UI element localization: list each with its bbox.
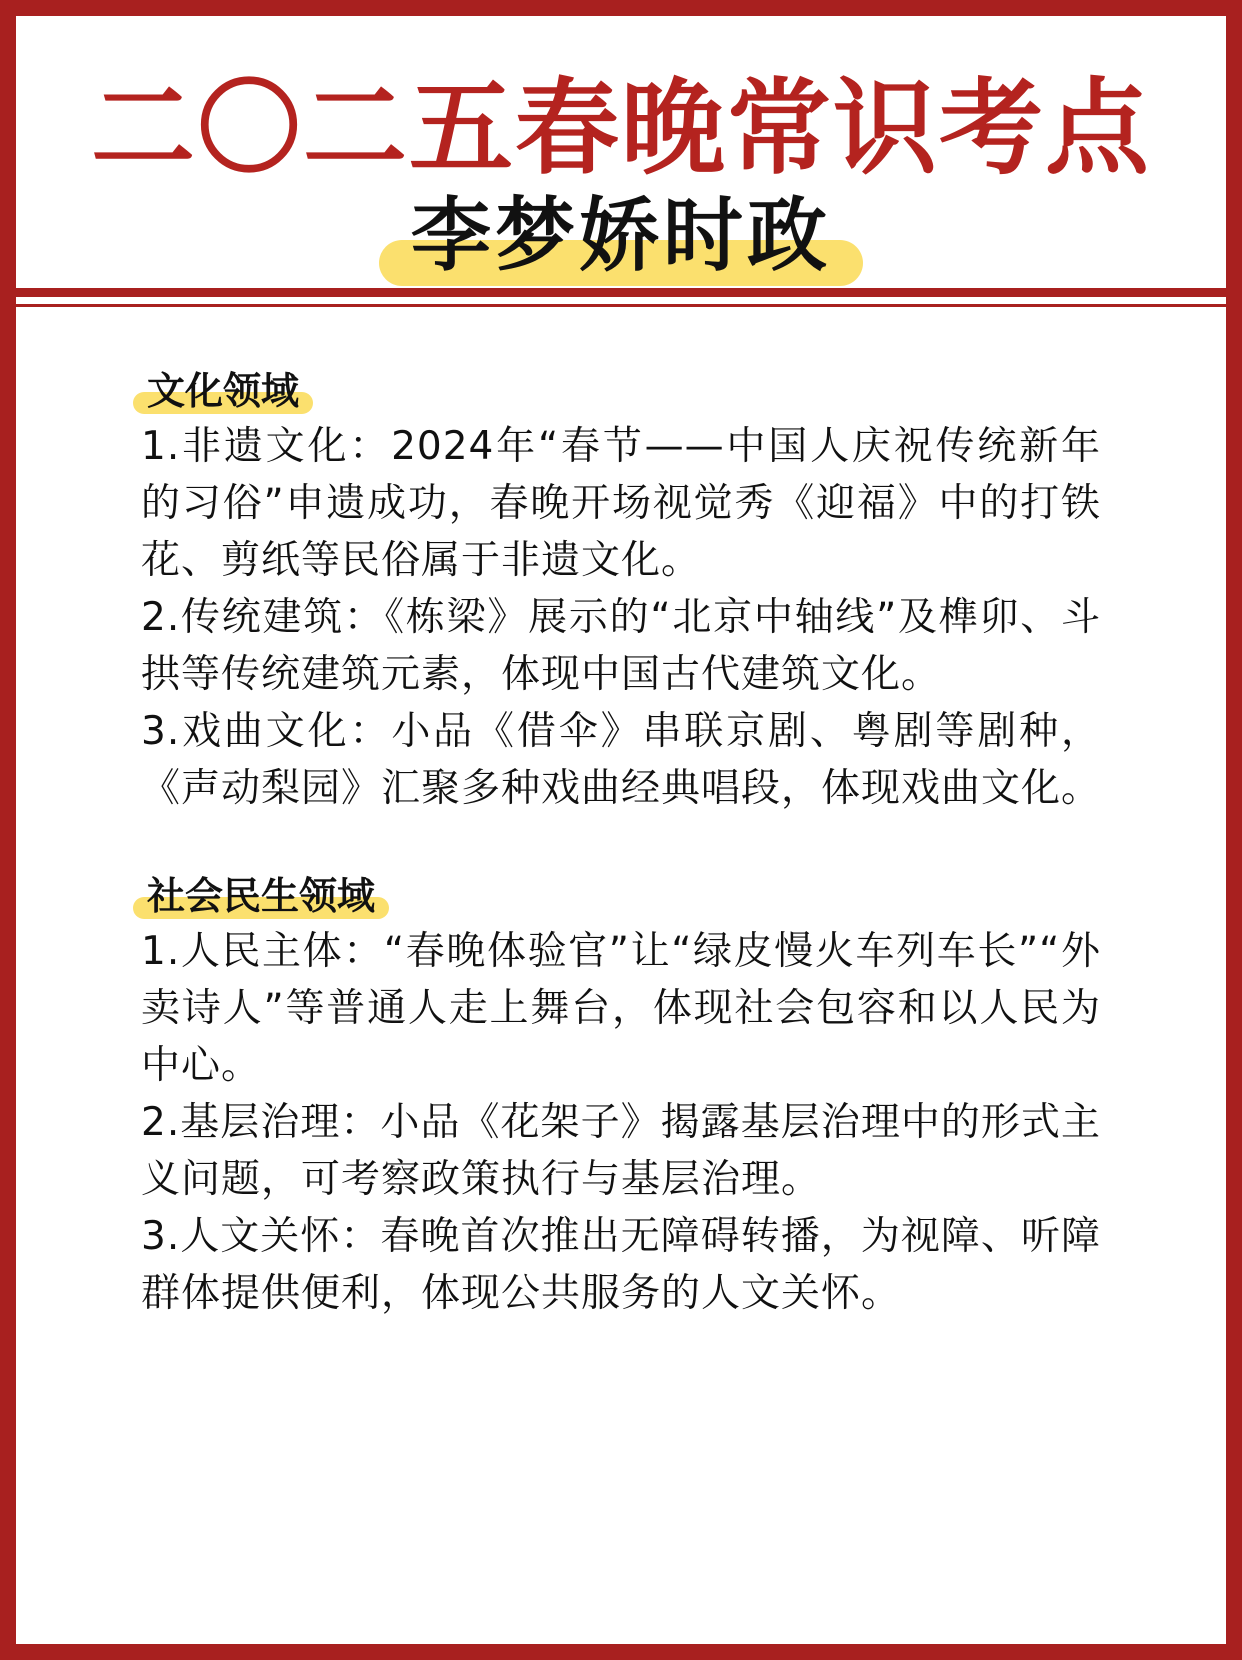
section-society [141, 873, 1101, 1322]
section-heading-text: 文化领域 [147, 369, 300, 413]
subtitle-text: 李梦娇时政 [411, 189, 831, 282]
list-item: 2.传统建筑：《栋梁》展示的“北京中轴线”及榫卯、斗拱等传统建筑元素，体现中国古代建筑文化。 [141, 595, 1101, 697]
section-heading [141, 873, 381, 919]
section-heading-text: 社会民生领域 [147, 874, 376, 918]
content-area [141, 368, 1101, 1378]
page-title: 二〇二五春晚常识考点 [90, 67, 1151, 189]
list-item: 1.非遗文化：2024年“春节——中国人庆祝传统新年的习俗”申遗成功，春晚开场视觉秀《迎福》中的打铁花、剪纸等民俗属于非遗文化。 [141, 424, 1101, 583]
subtitle [387, 188, 855, 284]
list-item: 3.人文关怀：春晚首次推出无障碍转播，为视障、听障群体提供便利，体现公共服务的人文关怀。 [141, 1214, 1101, 1316]
list-item: 1.人民主体：“春晚体验官”让“绿皮慢火车列车长”“外卖诗人”等普通人走上舞台，体现社会包容和以人民为中心。 [141, 929, 1101, 1088]
list-item: 2.基层治理：小品《花架子》揭露基层治理中的形式主义问题，可考察政策执行与基层治理。 [141, 1100, 1101, 1202]
subtitle-container [16, 188, 1226, 284]
section-heading [141, 368, 305, 414]
list-item: 3.戏曲文化：小品《借伞》串联京剧、粤剧等剧种，《声动梨园》汇聚多种戏曲经典唱段，体现戏曲文化。 [141, 709, 1102, 811]
divider-thin [16, 304, 1226, 307]
section-culture [141, 368, 1101, 817]
divider-thick [16, 288, 1226, 297]
header [16, 16, 1226, 292]
